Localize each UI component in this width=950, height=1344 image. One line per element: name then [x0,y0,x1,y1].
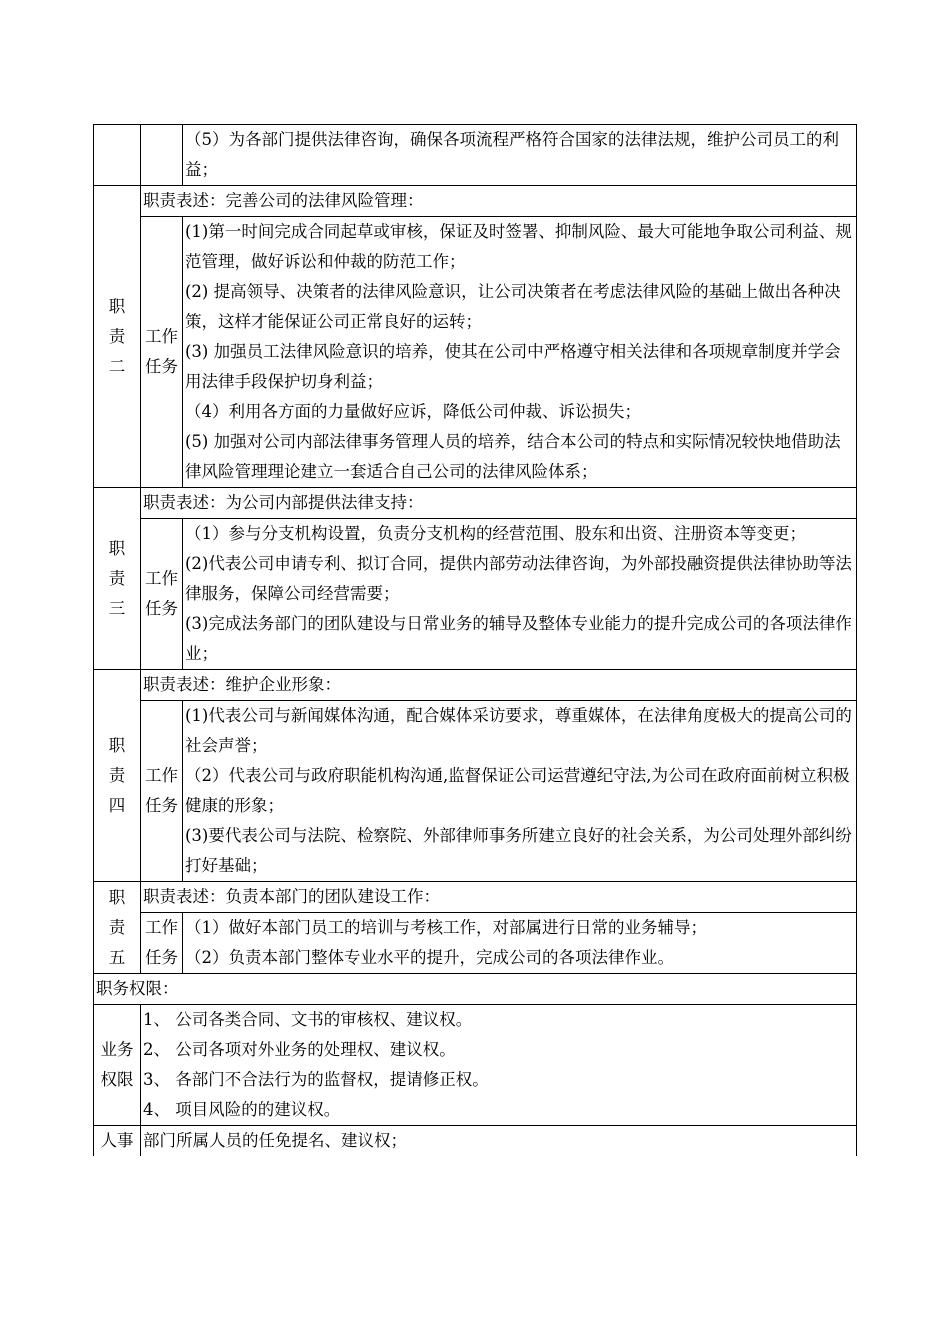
job-description-table [93,124,857,1156]
business-authority-item-4: 4、 项目风险的的建议权。 [143,1100,341,1119]
duty4-task-1: (1)代表公司与新闻媒体沟通，配合媒体采访要求，尊重媒体，在法律角度极大的提高公司的社会声誉； [185,706,852,755]
duty2-tasks-row [94,217,857,488]
duty3-task-label: 工作 任务 [141,519,183,670]
duty5-tasks [183,913,857,974]
duty4-summary-row [94,670,857,701]
duty4-task-2: （2）代表公司与政府职能机构沟通,监督保证公司运营遵纪守法,为公司在政府面前树立积极健康的形象； [185,766,850,815]
duty4-summary: 职责表述：维护企业形象： [141,670,857,701]
duty3-task-1: （1）参与分支机构设置，负责分支机构的经营范围、股东和出资、注册资本等变更； [185,524,806,543]
business-authority-label: 业务 权限 [94,1005,141,1126]
business-authority-row [94,1005,857,1126]
duty4-task-3: (3)要代表公司与法院、检察院、外部律师事务所建立良好的社会关系，为公司处理外部纠纷打好基础； [185,826,852,875]
duty3-label: 职 责 三 [94,488,141,670]
business-authority-item-1: 1、 公司各类合同、文书的审核权、建议权。 [143,1010,473,1029]
duty4-label: 职 责 四 [94,670,141,882]
authority-heading-row [94,974,857,1005]
duty5-tasks-row [94,913,857,974]
duty2-task-5: (5) 加强对公司内部法律事务管理人员的培养，结合本公司的特点和实际情况较快地借助法律风险管理理论建立一套适合自己公司的法律风险体系； [185,432,841,481]
duty2-task-2: (2) 提高领导、决策者的法律风险意识，让公司决策者在考虑法律风险的基础上做出各种决策，这样才能保证公司正常良好的运转； [185,282,841,331]
duty3-tasks [183,519,857,670]
duty3-tasks-row [94,519,857,670]
duty3-summary-row [94,488,857,519]
business-authority-items [141,1005,857,1126]
duty5-summary-row [94,882,857,913]
duty3-task-2: (2)代表公司申请专利、拟订合同，提供内部劳动法律咨询，为外部投融资提供法律协助等法律服务，保障公司经营需要； [185,554,852,603]
personnel-authority-text: 部门所属人员的任免提名、建议权； [141,1126,857,1157]
duty3-summary: 职责表述：为公司内部提供法律支持： [141,488,857,519]
duty1-task5-text: （5）为各部门提供法律咨询，确保各项流程严格符合国家的法律法规，维护公司员工的利益； [183,125,857,186]
duty5-summary: 职责表述：负责本部门的团队建设工作： [141,882,857,913]
duty2-label: 职 责 二 [94,186,141,488]
duty5-task-label: 工作 任务 [141,913,183,974]
duty4-tasks-row [94,701,857,882]
duty5-task-1: （1）做好本部门员工的培训与考核工作，对部属进行日常的业务辅导； [185,918,707,937]
duty3-task-3: (3)完成法务部门的团队建设与日常业务的辅导及整体专业能力的提升完成公司的各项法律作业； [185,614,852,663]
business-authority-item-2: 2、 公司各项对外业务的处理权、建议权。 [143,1040,456,1059]
personnel-authority-row [94,1126,857,1157]
business-authority-item-3: 3、 各部门不合法行为的监督权，提请修正权。 [143,1070,489,1089]
duty2-task-4: （4）利用各方面的力量做好应诉，降低公司仲裁、诉讼损失； [185,402,641,421]
duty5-task-2: （2）负责本部门整体专业水平的提升，完成公司的各项法律作业。 [185,948,674,967]
duty4-task-label: 工作 任务 [141,701,183,882]
duty2-task-label: 工作 任务 [141,217,183,488]
personnel-authority-label: 人事 [94,1126,141,1157]
duty2-task-1: (1)第一时间完成合同起草或审核，保证及时签署、抑制风险、最大可能地争取公司利益、规范管理，做好诉讼和仲裁的防范工作； [185,222,852,271]
duty5-label: 职 责 五 [94,882,141,974]
duty2-tasks [183,217,857,488]
duty4-tasks [183,701,857,882]
duty2-task-3: (3) 加强员工法律风险意识的培养，使其在公司中严格遵守相关法律和各项规章制度并学会用法律手段保护切身利益； [185,342,841,391]
duty2-summary: 职责表述：完善公司的法律风险管理： [141,186,857,217]
authority-heading: 职务权限： [94,974,857,1005]
duty2-summary-row [94,186,857,217]
row-duty1-task5 [94,125,857,186]
